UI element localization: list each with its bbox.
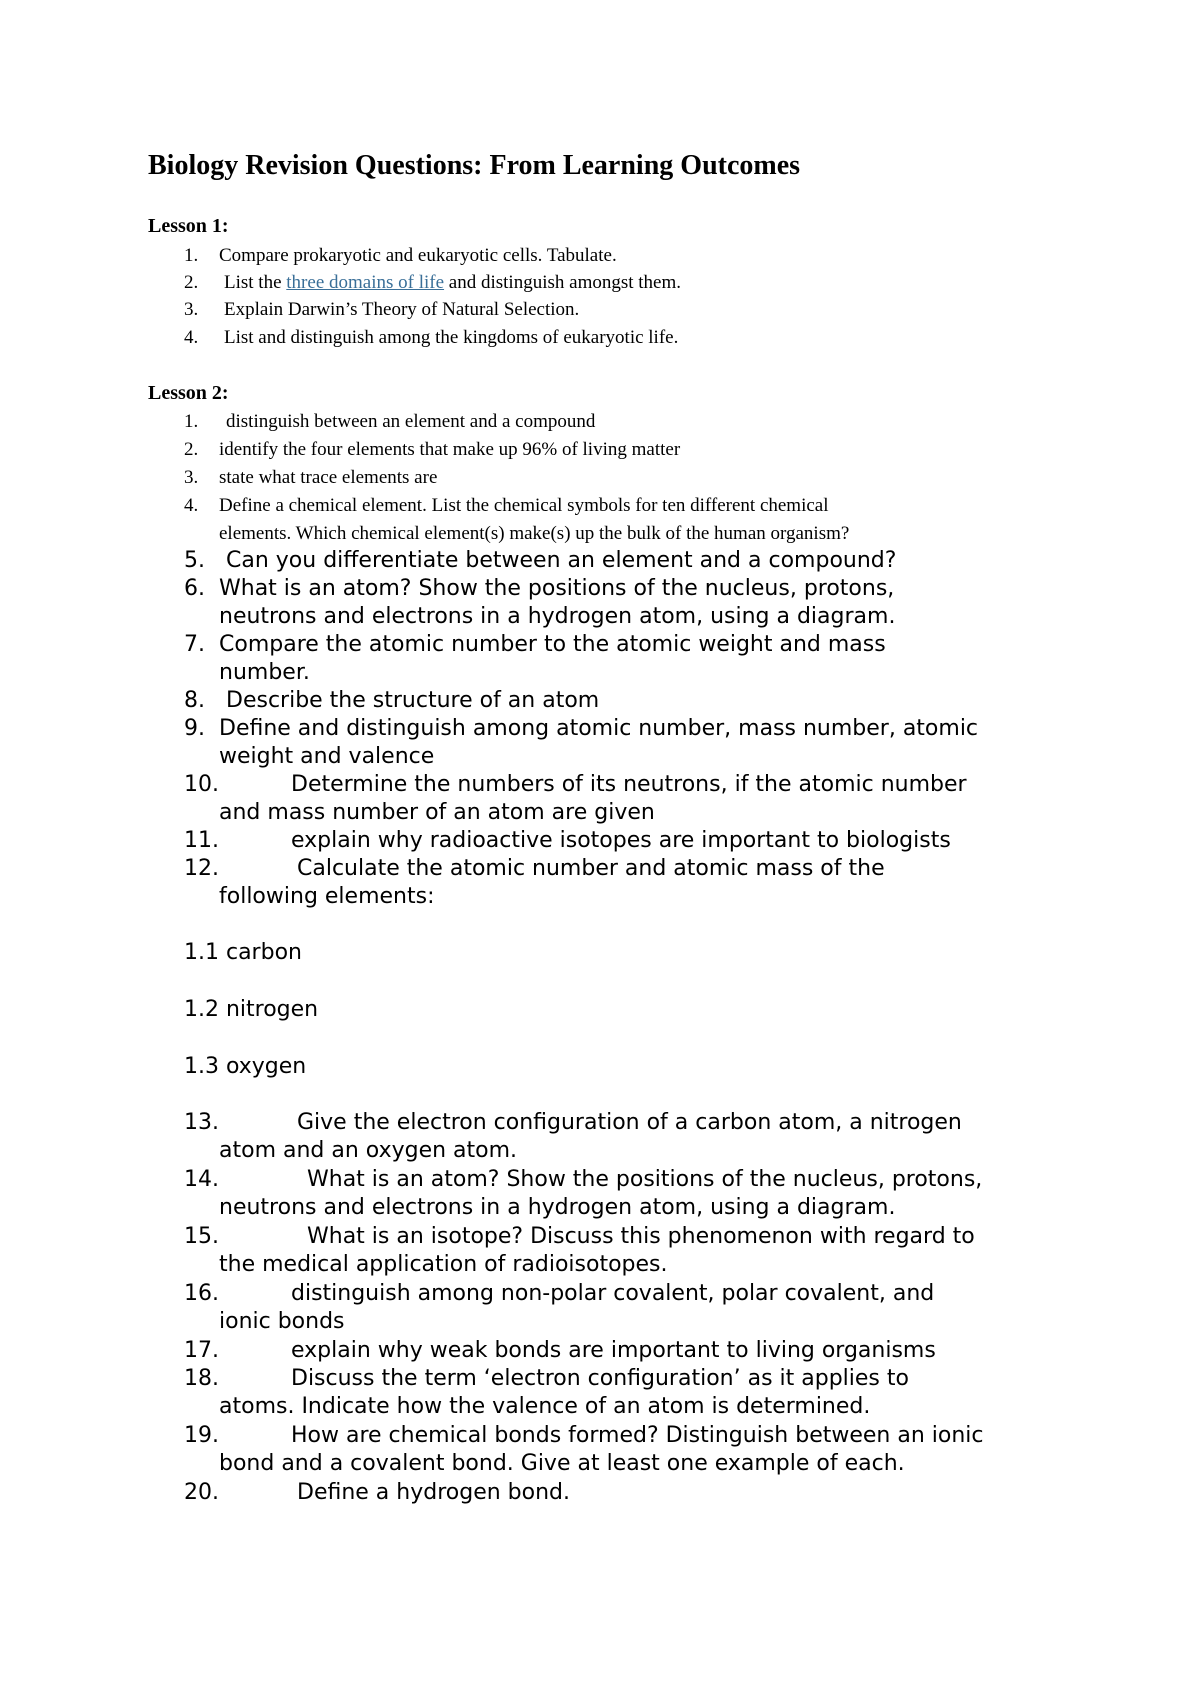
list-item-number: 13. — [184, 1110, 219, 1135]
list-item-text: explain why radioactive isotopes are important to biologists — [291, 828, 951, 853]
list-item-number: 14. — [184, 1167, 219, 1192]
list-item-number: 4. — [184, 495, 199, 516]
list-item-text: List and distinguish among the kingdoms of eukaryotic life. — [224, 327, 679, 348]
list-item-number: 8. — [184, 688, 205, 713]
list-item-number: 7. — [184, 632, 205, 657]
lesson-1-heading: Lesson 1: — [148, 215, 229, 237]
list-item-text: Explain Darwin’s Theory of Natural Selection. — [224, 299, 580, 320]
list-item-text: and mass number of an atom are given — [219, 800, 655, 825]
list-item-number: 18. — [184, 1366, 219, 1391]
list-item-text: Determine the numbers of its neutrons, if the atomic number — [291, 772, 967, 797]
list-item-text: Calculate the atomic number and atomic mass of the — [297, 856, 885, 881]
list-item-number: 2. — [184, 272, 199, 293]
list-item-text: Can you differentiate between an element and a compound? — [226, 548, 897, 573]
list-item-number: 19. — [184, 1423, 219, 1448]
list-item-number: 9. — [184, 716, 205, 741]
list-item-number: 15. — [184, 1224, 219, 1249]
list-item-text: number. — [219, 660, 310, 685]
document-title: Biology Revision Questions: From Learning Outcomes — [148, 150, 801, 181]
list-item-text: following elements: — [219, 884, 435, 909]
list-item-text-pre: List the — [224, 272, 287, 293]
list-item-text: atom and an oxygen atom. — [219, 1138, 518, 1163]
list-item-number: 17. — [184, 1338, 219, 1363]
list-item-number: 4. — [184, 327, 199, 348]
list-item-text: the medical application of radioisotopes. — [219, 1252, 668, 1277]
list-item-text: Compare the atomic number to the atomic weight and mass — [219, 632, 886, 657]
list-item-text: distinguish among non-polar covalent, polar covalent, and — [291, 1281, 935, 1306]
list-item-number: 1. — [184, 411, 199, 432]
list-item-text: Discuss the term ‘electron configuration’ as it applies to — [291, 1366, 909, 1391]
list-item-text: Give the electron configuration of a carbon atom, a nitrogen — [297, 1110, 962, 1135]
list-item-number: 16. — [184, 1281, 219, 1306]
list-item-text: Compare prokaryotic and eukaryotic cells. Tabulate. — [219, 245, 617, 266]
list-item-text: What is an isotope? Discuss this phenomenon with regard to — [307, 1224, 975, 1249]
sub-item-oxygen: 1.3 oxygen — [184, 1054, 307, 1079]
list-item-number: 3. — [184, 299, 199, 320]
list-item-text: state what trace elements are — [219, 467, 438, 488]
list-item-text: weight and valence — [219, 744, 435, 769]
lesson-2-heading: Lesson 2: — [148, 382, 229, 404]
list-item-text: identify the four elements that make up 96% of living matter — [219, 439, 681, 460]
list-item-text: distinguish between an element and a compound — [226, 411, 596, 432]
sub-item-carbon: 1.1 carbon — [184, 940, 302, 965]
sub-item-nitrogen: 1.2 nitrogen — [184, 997, 319, 1022]
list-item-number: 11. — [184, 828, 219, 853]
list-item-number: 20. — [184, 1480, 219, 1505]
list-item-number: 2. — [184, 439, 199, 460]
list-item-number: 3. — [184, 467, 199, 488]
list-item-text — [224, 272, 681, 294]
list-item-text: Describe the structure of an atom — [226, 688, 600, 713]
list-item-number: 5. — [184, 548, 205, 573]
list-item-text: Define a hydrogen bond. — [297, 1480, 570, 1505]
list-item-number: 1. — [184, 245, 199, 266]
list-item-text: neutrons and electrons in a hydrogen atom, using a diagram. — [219, 604, 896, 629]
list-item-text: What is an atom? Show the positions of the nucleus, protons, — [219, 576, 895, 601]
list-item-text: atoms. Indicate how the valence of an atom is determined. — [219, 1394, 871, 1419]
three-domains-link[interactable]: three domains of life — [286, 272, 445, 293]
list-item-number: 10. — [184, 772, 219, 797]
list-item-text: How are chemical bonds formed? Distinguish between an ionic — [291, 1423, 984, 1448]
list-item-text: neutrons and electrons in a hydrogen atom, using a diagram. — [219, 1195, 896, 1220]
list-item-text: elements. Which chemical element(s) make(s) up the bulk of the human organism? — [219, 523, 850, 544]
list-item-number: 12. — [184, 856, 219, 881]
list-item-text: Define a chemical element. List the chemical symbols for ten different chemical — [219, 495, 829, 516]
list-item-text: bond and a covalent bond. Give at least one example of each. — [219, 1451, 905, 1476]
list-item-text: Define and distinguish among atomic number, mass number, atomic — [219, 716, 979, 741]
list-item-text: explain why weak bonds are important to living organisms — [291, 1338, 936, 1363]
list-item-text: ionic bonds — [219, 1309, 345, 1334]
list-item-text-post: and distinguish amongst them. — [444, 272, 682, 293]
list-item-text: What is an atom? Show the positions of the nucleus, protons, — [307, 1167, 983, 1192]
list-item-number: 6. — [184, 576, 205, 601]
